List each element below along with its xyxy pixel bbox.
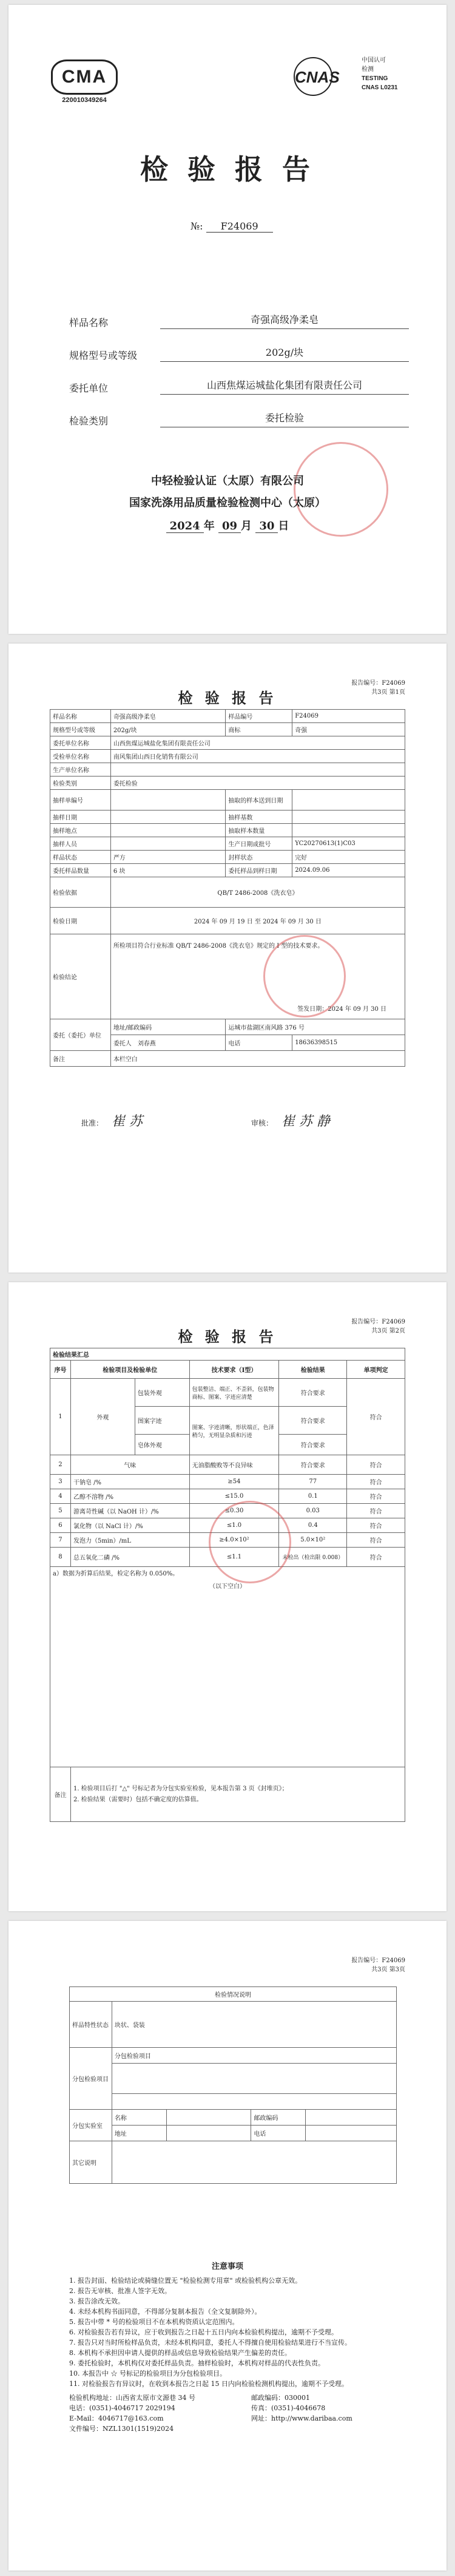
- page1-header-info: 报告编号：F24069 共3页 第1页: [351, 680, 405, 696]
- table-row: 检验依据 QB/T 2486-2008《洗衣皂》: [50, 877, 405, 908]
- table-row: 分包检验项目 分包检验项目: [70, 2048, 397, 2064]
- cnas-logo: [294, 52, 415, 101]
- cma-logo-text: CMA: [61, 67, 107, 87]
- footnote-a: a）数据为折算后结果，检定名称为 0.050%。: [53, 1571, 179, 1577]
- notice-item: 3. 报告涂改无效。: [69, 2297, 124, 2305]
- table-row: 图案字迹 图案、字迹清晰，形状端正，色泽稍匀，无明显杂质和污迹 符合要求: [50, 1407, 405, 1435]
- basic-info-table: [50, 709, 405, 1067]
- cover-center-name: 国家洗涤用品质量检验检测中心（太原）: [129, 497, 326, 509]
- contact-line: 电话：(0351)-4046717 2029194 传真：(0351)-4046678: [69, 2404, 326, 2412]
- notice-item: 1. 报告封面、检验结论或骑缝位置无 "检验检测专用章" 或检验机构公章无效。: [69, 2277, 302, 2285]
- table-row: 皂体外观 符合要求: [50, 1435, 405, 1455]
- conclusion-text: 所检项目符合行业标准 QB/T 2486-2008《洗衣皂》规定的 I 型的技术要求。: [113, 943, 324, 950]
- contact-line: 检验机构地址：山西省太原市文源巷 34 号 邮政编码：030001: [69, 2394, 310, 2402]
- table-row: 规格型号或等级 202g/块 商标 奇强: [50, 723, 405, 736]
- table-row: 6 氯化物（以 NaCl 计）/% ≤1.0 0.4 符合: [50, 1518, 405, 1533]
- remark-2: 2. 检验结果（需要时）包括不确定度的估算值。: [73, 1796, 203, 1803]
- cnas-caption-cn2: 检测: [362, 66, 374, 73]
- table-row: 3 干钠皂 /% ≥54 77 符合: [50, 1475, 405, 1489]
- cnas-caption-en: TESTING: [362, 75, 388, 82]
- report-page-3: [8, 1921, 447, 2571]
- table-row: 委托（委托）单位 地址/邮政编码 运城市盐湖区南风路 376 号: [50, 1019, 405, 1035]
- table-row: 2 气味 无油脂酸败等不良异味 符合要求 符合: [50, 1455, 405, 1475]
- table-row: [70, 2094, 397, 2110]
- cover-org-name: 中轻检验认证（太原）有限公司: [151, 475, 304, 488]
- table-row: 委托单位名称 山西焦煤运城盐化集团有限责任公司: [50, 736, 405, 750]
- approver-signature: 崔 苏: [111, 1114, 143, 1129]
- table-row: 样品状态 严方 封样状态 完好: [50, 851, 405, 864]
- page1-title: 检 验 报 告: [178, 689, 277, 707]
- table-row: 地址 电话: [70, 2126, 397, 2141]
- cover-field-client: 委托单位 山西焦煤运城盐化集团有限责任公司: [69, 362, 409, 395]
- table-row: 抽样地点 抽取样本数量: [50, 824, 405, 837]
- table-row: 抽样单编号 抽取的样本送到日期: [50, 790, 405, 811]
- remark-1: 1. 检验项目后打 "△" 号标记者为分包实验室检验，见本报告第 3 页《封堆页》；: [73, 1785, 288, 1792]
- notice-item: 8. 本机构不承担因申请人提供的样品或信息导致检验结果产生偏差的责任。: [69, 2349, 291, 2357]
- notice-item: 2. 报告无审核、批准人签字无效。: [69, 2287, 171, 2295]
- cnas-logo-text: CNAS: [295, 68, 340, 86]
- contact-block: [69, 2393, 409, 2434]
- notice-title: 注意事项: [211, 2262, 243, 2271]
- reviewer: 审核： 崔 苏 静: [251, 1114, 330, 1129]
- page2-header-info: 报告编号：F24069 共3页 第2页: [351, 1319, 405, 1334]
- table-row: 生产单位名称: [50, 763, 405, 777]
- table-row: 分包实验室 名称 邮政编码: [70, 2110, 397, 2126]
- notice-list: [69, 2275, 409, 2434]
- notice-item: 9. 委托检验时，本机构仅对委托样品负责。抽样检验时，本机构对样品的代表性负责。: [69, 2359, 325, 2367]
- table-row: 8 总五氧化二磷 /% ≤1.1 未检出（检出限 0.008） 符合: [50, 1548, 405, 1567]
- table-row: 备注 本栏空白: [50, 1051, 405, 1067]
- notice-item: 11. 对检验报告有异议时，在收到本报告之日起 15 日内向检验检测机构提出，逾期不予受理。: [69, 2380, 348, 2388]
- results-header-row: 序号 检验项目及检验单位 技术要求（I型） 检验结果 单项判定: [50, 1361, 405, 1379]
- cma-number: 220010349264: [62, 97, 107, 104]
- page3-header-info: 报告编号：F24069 共3页 第3页: [351, 1957, 405, 1973]
- notice-item: 10. 本报告中 ☆ 号标记的检验项目为分包检验项目。: [69, 2370, 226, 2377]
- notice-item: 7. 报告只对当时所检样品负责，未经本机构同意，委托人不得擅自使用检验结果进行不当宣传。: [69, 2339, 351, 2347]
- cover-field-sample-name: 样品名称 奇强高级净柔皂: [69, 296, 409, 329]
- cma-logo: [51, 59, 118, 104]
- document-number: 文件编号：NZL1301(1519)2024: [69, 2425, 174, 2433]
- table-row: [70, 2064, 397, 2094]
- table-row: 抽样日期 抽样基数: [50, 811, 405, 824]
- table-row: 委托人 刘春燕 电话 18636398515: [50, 1035, 405, 1051]
- cover-report-no: №: F24069: [190, 220, 273, 233]
- table-row: 其它说明: [70, 2141, 397, 2184]
- reviewer-signature: 崔 苏 静: [281, 1114, 330, 1129]
- blank-note: （以下空白）: [209, 1583, 246, 1590]
- contact-line: E-Mail：4046717@163.com 网址：http://www.daribaa.com: [69, 2415, 352, 2422]
- notice-item: 5. 报告中带 * 号的检验项目不在本机构资质认定范围内。: [69, 2318, 239, 2326]
- cover-field-category: 检验类别 委托检验: [69, 395, 409, 427]
- results-stamp: [209, 1501, 291, 1583]
- approver: 批准： 崔 苏: [81, 1114, 143, 1129]
- table-row: 1 外观 包装外观 包装整洁、端正、不歪斜，包装物商标、图案、字迹应清楚 符合要求 符合: [50, 1379, 405, 1407]
- results-caption: 检验结果汇总: [50, 1348, 405, 1361]
- cnas-caption-cn1: 中国认可: [362, 57, 386, 64]
- table-row: 样品名称 奇强高级净柔皂 样品编号 F24069: [50, 710, 405, 723]
- notice-item: 6. 对检验报告若有异议，应于收到报告之日起十五日内向本检验机构提出，逾期不予受理。: [69, 2328, 338, 2336]
- table-row: 抽样人员 生产日期或批号 YC20270613(1)C03: [50, 837, 405, 851]
- table-row: 受检单位名称 南风集团山西日化销售有限公司: [50, 750, 405, 763]
- table-row: 5 游离苛性碱（以 NaOH 计）/% ≤0.30 0.03 符合: [50, 1504, 405, 1518]
- table-row: 4 乙醇不溶物 /% ≤15.0 0.1 符合: [50, 1489, 405, 1504]
- cover-title: 检 验 报 告: [140, 153, 315, 186]
- cover-field-spec: 规格型号或等级 202g/块: [69, 329, 409, 362]
- page2-title: 检 验 报 告: [178, 1328, 277, 1345]
- notice-item: 4. 未经本机构书面同意，不得部分复制本报告（全文复制除外）。: [69, 2308, 261, 2316]
- report-page-2: [8, 1282, 447, 1911]
- issue-date: 签发日期：2024 年 09 月 30 日: [297, 1006, 386, 1013]
- situation-table: [69, 1986, 397, 2184]
- report-stamp: [263, 935, 346, 1018]
- table-row: 委托样品数量 6 块 委托样品到样日期 2024.09.06: [50, 864, 405, 877]
- cnas-number: CNAS L0231: [362, 84, 398, 91]
- table-row: 7 发泡力（5min）/mL ≥4.0×10² 5.0×10² 符合: [50, 1533, 405, 1548]
- cover-page: [8, 5, 447, 634]
- table-row: 检验结论 所检项目符合行业标准 QB/T 2486-2008《洗衣皂》规定的 I 型的技术要求。 签发日期：2024 年 09 月 30 日: [50, 934, 405, 1019]
- results-table: 检验结果汇总 序号 检验项目及检验单位 技术要求（I型） 检验结果 单项判定 1 外观 包装外观 包装整洁、端正、不歪斜，包装物商标、图案、字迹应清楚 符合要求 符合 图案字迹 图案、字迹清晰，形状端正，色泽稍匀，无明显杂质和污迹 符合要求 皂体外观 符合要求 2 气味 无油脂酸败等不良异味 符合要求 符合 3 干钠皂 /% ≥54 77 符合 4 乙醇不溶物 /% ≤15.0 0.1 符合 5 游离苛性碱（以 NaOH 计）/% ≤0.30 0.03 符合 6 氯化物（以 NaCl 计）/% ≤1.0 0.4 符合 7 发泡力（5min）/mL ≥4.0×10² 5.0×10² 符合 8 总五氧化二磷 /% ≤1.1 未检出（检出限 0.008） 符合 a）数据为折算后结果，检定名称为 0.050%。 （以下空白） 备注 1. 检验项目后打 "△" 号标记者为分包实验室检验，见本报告第 3 页《封堆页》； 2. 检验结果（需要时）包括不确定度的估算值。: [50, 1348, 405, 1822]
- situation-caption: 检验情况说明: [70, 1987, 397, 2002]
- report-page-1: [8, 644, 447, 1273]
- table-row: 检验类别 委托检验: [50, 777, 405, 790]
- cover-fields: [69, 296, 409, 427]
- table-row: 检验日期 2024 年 09 月 19 日 至 2024 年 09 月 30 日: [50, 908, 405, 934]
- cover-date: 2024 年 09 月 30 日: [8, 517, 447, 533]
- table-row: 样品特性状态 块状、袋装: [70, 2002, 397, 2048]
